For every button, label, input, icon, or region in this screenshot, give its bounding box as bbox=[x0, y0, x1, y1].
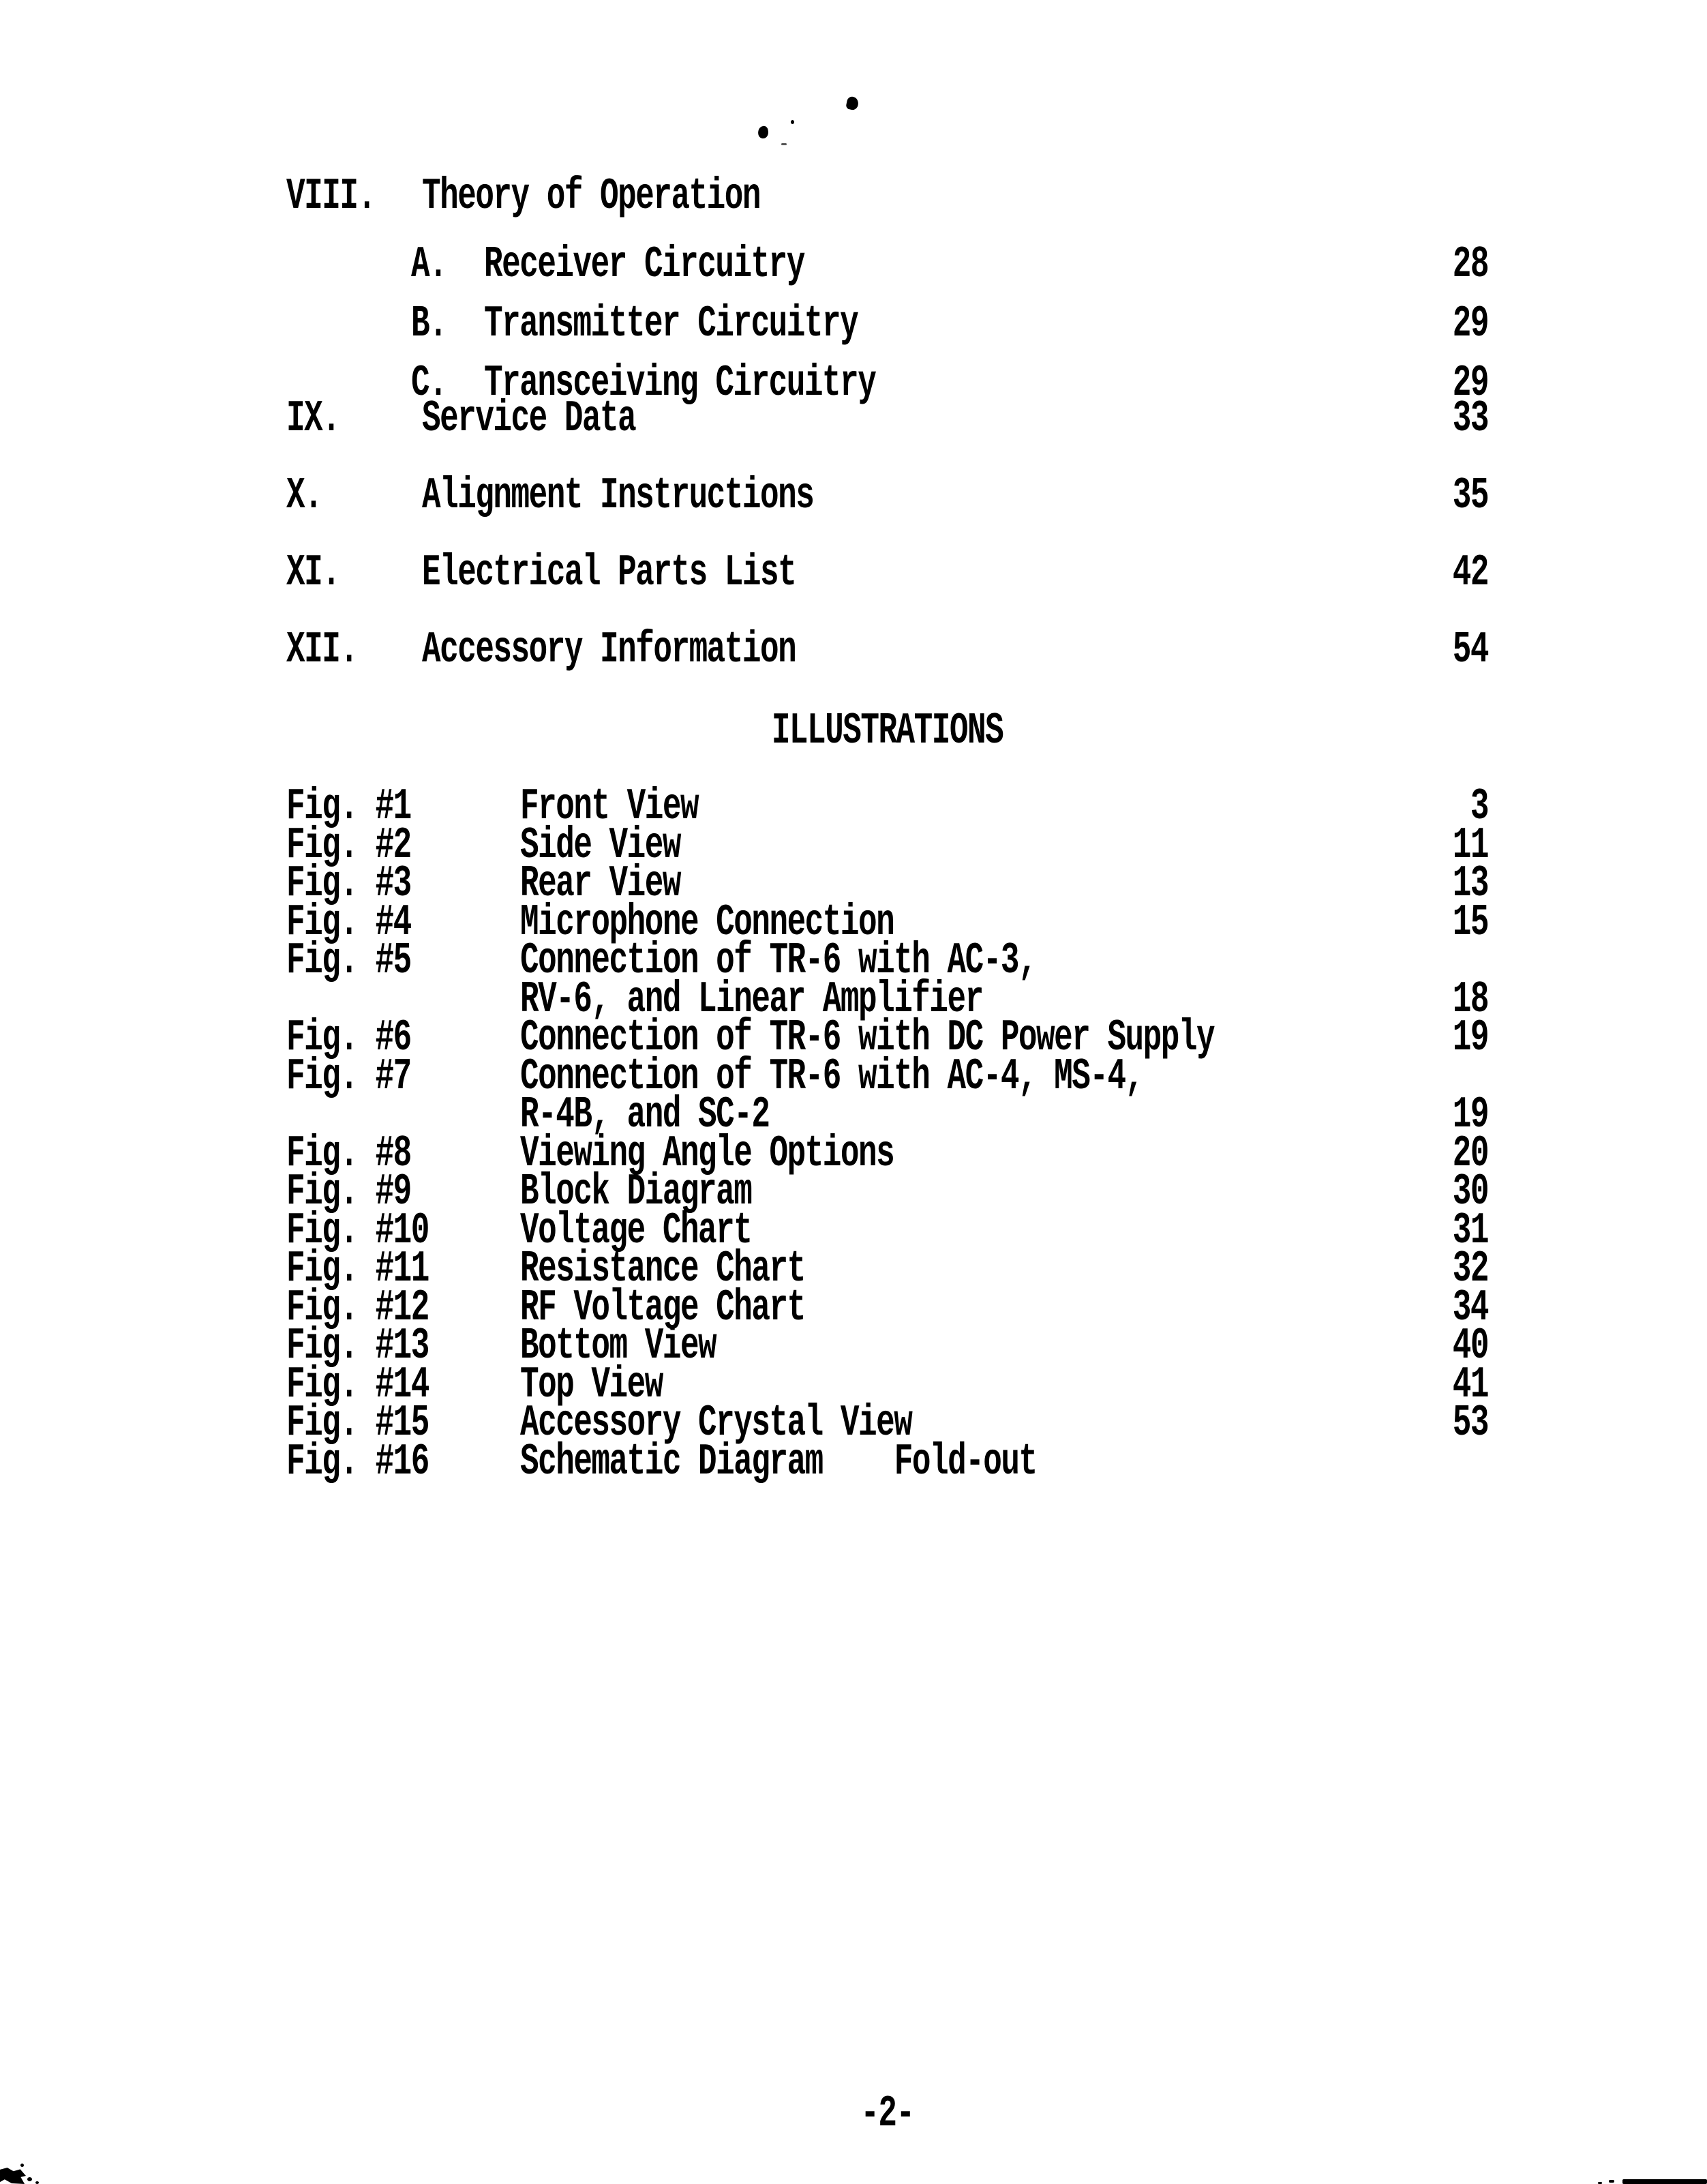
figure-page-number: 32 bbox=[1452, 1243, 1488, 1294]
figure-row bbox=[286, 1243, 1488, 1294]
figure-page-number: 40 bbox=[1452, 1320, 1488, 1371]
section-numeral: X. bbox=[286, 470, 322, 521]
figure-title: Rear View bbox=[520, 858, 680, 909]
subsection-title: Transceiving Circuitry bbox=[484, 357, 876, 408]
figure-label: Fig. #7 bbox=[286, 1051, 411, 1102]
figure-page-number: 11 bbox=[1452, 820, 1488, 871]
illustrations-list bbox=[286, 781, 1488, 1487]
section-numeral: IX. bbox=[286, 393, 340, 444]
ink-speck bbox=[1609, 2180, 1614, 2183]
figure-page-number: 19 bbox=[1452, 1012, 1488, 1063]
toc-main-sections bbox=[286, 380, 1488, 689]
ink-speck bbox=[35, 2181, 39, 2184]
section-title: Accessory Information bbox=[422, 624, 796, 675]
figure-page-number: 15 bbox=[1452, 897, 1488, 948]
figure-label: Fig. #16 bbox=[286, 1436, 429, 1487]
figure-label: Fig. #6 bbox=[286, 1012, 411, 1063]
subsection-title: Transmitter Circuitry bbox=[484, 298, 858, 349]
figure-label: Fig. #10 bbox=[286, 1205, 429, 1256]
toc-section-viii bbox=[286, 170, 1488, 222]
figure-row bbox=[286, 1436, 1488, 1487]
section-title bbox=[422, 170, 1488, 222]
figure-title: Viewing Angle Options bbox=[520, 1128, 894, 1179]
section-title: Alignment Instructions bbox=[422, 470, 814, 521]
section-numeral: XI. bbox=[286, 547, 340, 598]
section-numeral: XII. bbox=[286, 624, 358, 675]
figure-row bbox=[286, 1397, 1488, 1448]
subsection-page-number: 29 bbox=[1452, 298, 1488, 349]
figure-title: RV-6, and Linear Amplifier bbox=[520, 974, 983, 1025]
section-page-number: 35 bbox=[1452, 470, 1488, 521]
toc-subsection-row bbox=[411, 295, 1488, 354]
figure-title: Accessory Crystal View bbox=[520, 1397, 912, 1448]
figure-page-number: 30 bbox=[1452, 1166, 1488, 1217]
page-number-footer: -2- bbox=[860, 2088, 914, 2139]
figure-row bbox=[286, 1282, 1488, 1333]
section-page-number: 33 bbox=[1452, 393, 1488, 444]
figure-page-number: 34 bbox=[1452, 1282, 1488, 1333]
toc-subsection-row bbox=[411, 235, 1488, 295]
ink-speck bbox=[791, 120, 794, 124]
ink-speck bbox=[27, 2177, 32, 2181]
section-title-text: Theory of Operation bbox=[422, 170, 760, 222]
figure-title: Bottom View bbox=[520, 1320, 716, 1371]
figure-row bbox=[286, 1320, 1488, 1371]
ink-speck bbox=[781, 143, 787, 145]
section-page-number: 42 bbox=[1452, 547, 1488, 598]
figure-label: Fig. #15 bbox=[286, 1397, 429, 1448]
figure-page-number: 3 bbox=[1470, 781, 1488, 832]
figure-title: Front View bbox=[520, 781, 699, 832]
ink-blot bbox=[0, 2168, 26, 2184]
subsection-label: A. bbox=[411, 239, 447, 290]
figure-title: Resistance Chart bbox=[520, 1243, 805, 1294]
subsection-label: C. bbox=[411, 357, 447, 408]
figure-page-number: 13 bbox=[1452, 858, 1488, 909]
figure-label: Fig. #3 bbox=[286, 858, 411, 909]
section-numeral-text: VIII. bbox=[286, 170, 376, 222]
figure-label: Fig. #14 bbox=[286, 1359, 429, 1410]
figure-title: Connection of TR-6 with AC-3, bbox=[520, 935, 1037, 986]
section-page-number: 54 bbox=[1452, 624, 1488, 675]
toc-section-row bbox=[286, 535, 1488, 612]
illustrations-heading: ILLUSTRATIONS bbox=[771, 705, 1003, 756]
figure-label: Fig. #9 bbox=[286, 1166, 411, 1217]
toc-section-row bbox=[286, 458, 1488, 535]
figure-title: Block Diagram bbox=[520, 1166, 752, 1217]
figure-row bbox=[286, 1128, 1488, 1179]
ink-speck bbox=[845, 95, 860, 110]
figure-title: Connection of TR-6 with DC Power Supply bbox=[520, 1012, 1215, 1063]
figure-page-number: 53 bbox=[1452, 1397, 1488, 1448]
figure-row bbox=[286, 1205, 1488, 1256]
ink-speck bbox=[20, 2163, 24, 2167]
figure-label: Fig. #13 bbox=[286, 1320, 429, 1371]
figure-row bbox=[286, 781, 1488, 832]
subsection-title: Receiver Circuitry bbox=[484, 239, 804, 290]
figure-title: Side View bbox=[520, 820, 680, 871]
figure-title: RF Voltage Chart bbox=[520, 1282, 805, 1333]
figure-page-number: 31 bbox=[1452, 1205, 1488, 1256]
scan-streak bbox=[1622, 2179, 1707, 2184]
figure-page-number: 18 bbox=[1452, 974, 1488, 1025]
toc-section-row bbox=[286, 612, 1488, 689]
figure-label: Fig. #12 bbox=[286, 1282, 429, 1333]
figure-title: Schematic Diagram Fold-out bbox=[520, 1436, 1037, 1487]
figure-label: Fig. #4 bbox=[286, 897, 411, 948]
figure-page-number: 41 bbox=[1452, 1359, 1488, 1410]
section-numeral bbox=[286, 170, 422, 222]
figure-page-number: 19 bbox=[1452, 1089, 1488, 1140]
section-title: Service Data bbox=[422, 393, 636, 444]
subsection-page-number: 28 bbox=[1452, 239, 1488, 290]
figure-row bbox=[286, 820, 1488, 871]
figure-title: Connection of TR-6 with AC-4, MS-4, bbox=[520, 1051, 1143, 1102]
figure-title: Top View bbox=[520, 1359, 663, 1410]
figure-label: Fig. #1 bbox=[286, 781, 411, 832]
figure-label: Fig. #11 bbox=[286, 1243, 429, 1294]
subsection-label: B. bbox=[411, 298, 447, 349]
figure-title: R-4B, and SC-2 bbox=[520, 1089, 770, 1140]
figure-label: Fig. #2 bbox=[286, 820, 411, 871]
figure-note: Fold-out bbox=[894, 1436, 1037, 1487]
figure-page-number: 20 bbox=[1452, 1128, 1488, 1179]
section-title: Electrical Parts List bbox=[422, 547, 796, 598]
figure-label: Fig. #5 bbox=[286, 935, 411, 986]
ink-speck bbox=[757, 125, 769, 139]
subsection-page-number: 29 bbox=[1452, 357, 1488, 408]
figure-label: Fig. #8 bbox=[286, 1128, 411, 1179]
figure-title: Microphone Connection bbox=[520, 897, 894, 948]
figure-title: Voltage Chart bbox=[520, 1205, 752, 1256]
toc-section-row bbox=[286, 380, 1488, 458]
figure-row bbox=[286, 1051, 1488, 1102]
